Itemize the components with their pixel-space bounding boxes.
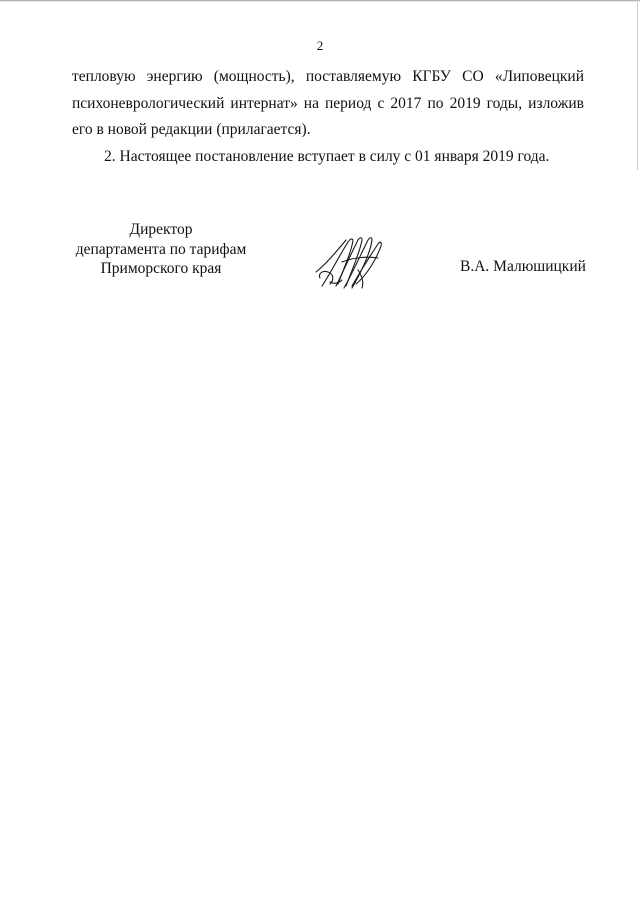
- signatory-title-line-1: Директор: [129, 221, 193, 238]
- paragraph-continuation: тепловую энергию (мощность), поставляемую КГБУ СО «Липовецкий психоневрологический интернат» на период с 2017 по 2019 годы, изложив его в новой редакции (прилагается).: [72, 68, 584, 138]
- signature-stroke: [316, 240, 346, 272]
- signatory-title: [66, 220, 256, 279]
- signature-strokes: [316, 238, 381, 288]
- signer-name: В.А. Малюшицкий: [460, 258, 586, 275]
- handwritten-signature: [312, 234, 388, 292]
- paragraph-item-2: 2. Настоящее постановление вступает в силу с 01 января 2019 года.: [104, 147, 550, 165]
- signatory-title-line-2: департамента по тарифам: [75, 240, 247, 258]
- signature-stroke: [344, 238, 372, 288]
- document-body: [72, 64, 584, 170]
- signatory-title-line-3: Приморского края: [100, 260, 222, 277]
- page-number: 2: [316, 38, 324, 53]
- scan-edge-top: [0, 0, 640, 2]
- scan-edge-right: [637, 0, 638, 170]
